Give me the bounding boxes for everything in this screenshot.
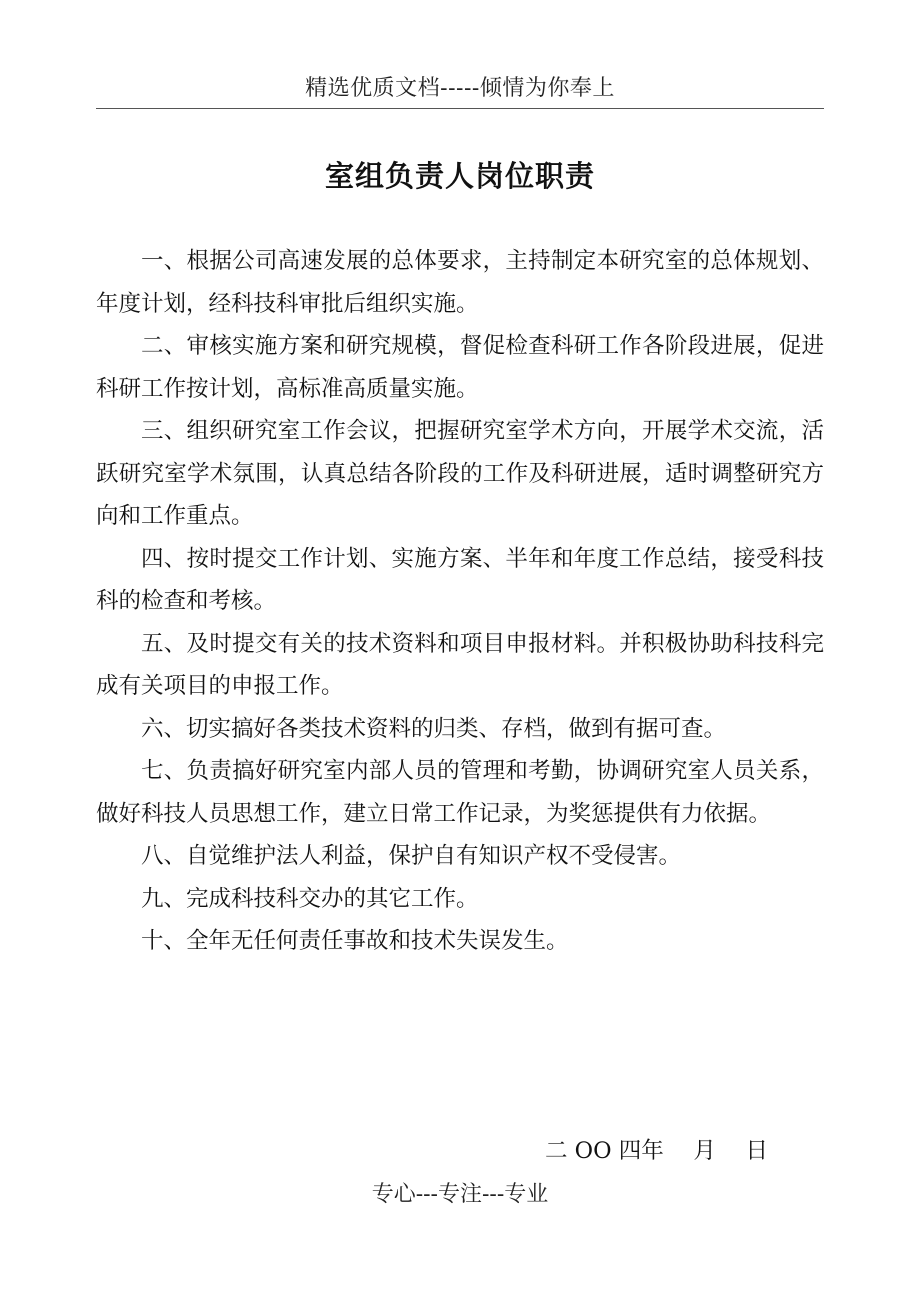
clause-2: 二、审核实施方案和研究规模，督促检查科研工作各阶段进展，促进科研工作按计划，高标准高质量实施。 [96, 333, 824, 402]
clause-4: 四、按时提交工作计划、实施方案、半年和年度工作总结，接受科技科的检查和考核。 [96, 545, 824, 614]
clause-6: 六、切实搞好各类技术资料的归类、存档，做到有据可查。 [141, 715, 727, 742]
clause-1: 一、根据公司高速发展的总体要求，主持制定本研究室的总体规划、年度计划，经科技科审批后组织实施。 [96, 248, 824, 317]
document-title: 室组负责人岗位职责 [324, 159, 595, 193]
clause-8: 八、自觉维护法人利益，保护自有知识产权不受侵害。 [141, 843, 682, 869]
signature-date: 二 OO 四年 月 日 [545, 1138, 769, 1164]
document-body [96, 240, 824, 963]
clause-7: 七、负责搞好研究室内部人员的管理和考勤，协调研究室人员关系，做好科技人员思想工作，建立日常工作记录，为奖惩提供有力依据。 [96, 758, 824, 827]
header-divider [96, 108, 824, 109]
clause-10: 十、全年无任何责任事故和技术失误发生。 [141, 928, 569, 954]
page-footer-text: 专心---专注---专业 [371, 1182, 549, 1207]
page-header-text: 精选优质文档-----倾情为你奉上 [305, 76, 615, 101]
clause-9: 九、完成科技科交办的其它工作。 [141, 885, 479, 912]
clause-3: 三、组织研究室工作会议，把握研究室学术方向，开展学术交流，活跃研究室学术氛围，认真总结各阶段的工作及科研进展，适时调整研究方向和工作重点。 [96, 418, 824, 529]
clause-5: 五、及时提交有关的技术资料和项目申报材料。并积极协助科技科完成有关项目的申报工作。 [96, 630, 824, 699]
